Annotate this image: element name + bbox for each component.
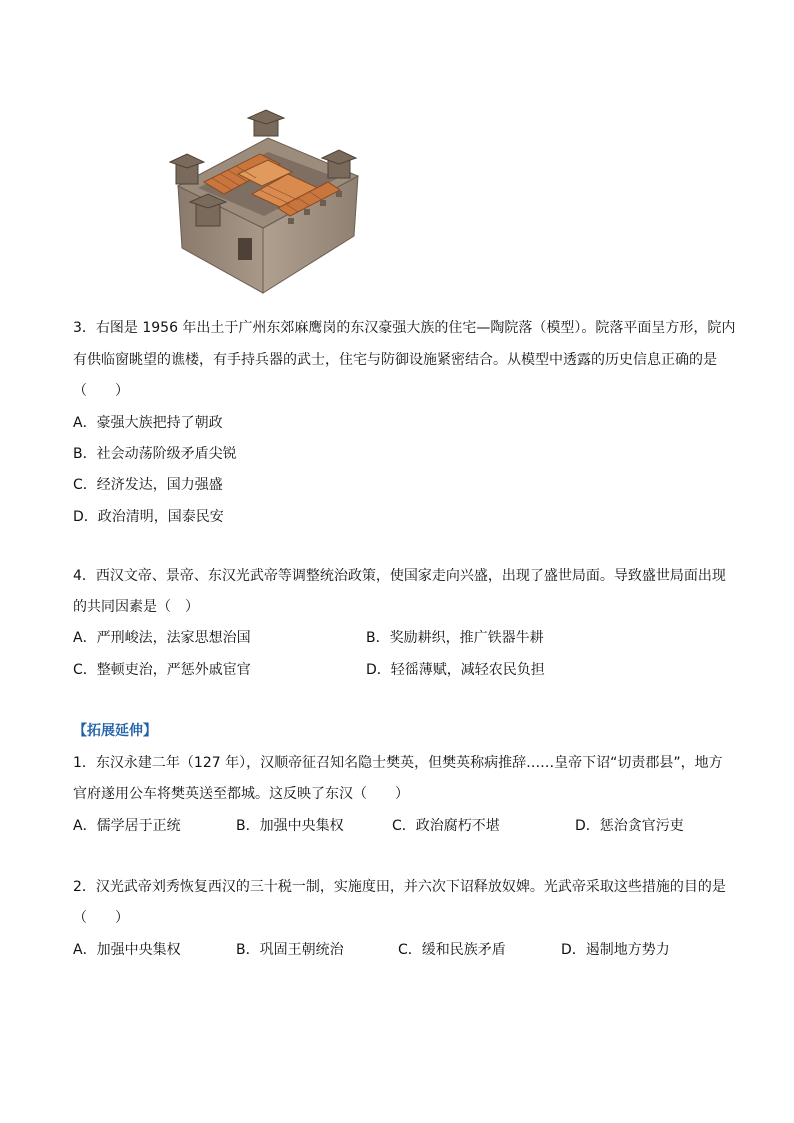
e2-option-c: C．缓和民族矛盾 <box>398 942 506 958</box>
q3-stem-line1: 3．右图是 1956 年出土于广州东郊麻鹰岗的东汉豪强大族的住宅—陶院落（模型）。院落平面呈方形，院内 <box>73 320 736 336</box>
q4-option-d: D．轻徭薄赋，减轻农民负担 <box>366 662 545 678</box>
e1-option-d: D．惩治贪官污吏 <box>575 818 684 834</box>
q3-option-d: D．政治清明，国泰民安 <box>73 509 224 525</box>
section-title: 【拓展延伸】 <box>73 723 157 739</box>
e1-option-c: C．政治腐朽不堪 <box>392 818 500 834</box>
q4-stem-line2: 的共同因素是（ ） <box>73 599 199 615</box>
q3-option-c: C．经济发达，国力强盛 <box>73 477 223 493</box>
q3-option-a: A．豪强大族把持了朝政 <box>73 415 223 431</box>
e1-stem-line2: 官府遂用公车将樊英送至都城。这反映了东汉（ ） <box>73 786 409 802</box>
q4-option-a: A．严刑峻法，法家思想治国 <box>73 630 251 646</box>
e2-answer-blank: （ ） <box>73 910 129 926</box>
pottery-courtyard-model-image <box>168 108 368 298</box>
e2-option-a: A．加强中央集权 <box>73 942 181 958</box>
q3-answer-blank: （ ） <box>73 383 129 399</box>
q3-option-b: B．社会动荡阶级矛盾尖锐 <box>73 446 237 462</box>
e1-option-b: B．加强中央集权 <box>236 818 344 834</box>
q4-option-b: B．奖励耕织，推广铁器牛耕 <box>366 630 544 646</box>
q4-stem-line1: 4．西汉文帝、景帝、东汉光武帝等调整统治政策，使国家走向兴盛，出现了盛世局面。导致盛世局面出现 <box>73 568 726 584</box>
e1-option-a: A．儒学居于正统 <box>73 818 181 834</box>
e2-stem-line1: 2．汉光武帝刘秀恢复西汉的三十税一制，实施度田，并六次下诏释放奴婢。光武帝采取这些措施的目的是 <box>73 879 726 895</box>
e2-option-d: D．遏制地方势力 <box>561 942 670 958</box>
e1-stem-line1: 1．东汉永建二年（127 年），汉顺帝征召知名隐士樊英，但樊英称病推辞……皇帝下诏“切责郡县”，地方 <box>73 755 723 771</box>
q3-stem-line2: 有供临窗眺望的谯楼，有手持兵器的武士，住宅与防御设施紧密结合。从模型中透露的历史信息正确的是 <box>73 352 717 368</box>
e2-option-b: B．巩固王朝统治 <box>236 942 344 958</box>
q4-option-c: C．整顿吏治，严惩外戚宦官 <box>73 662 251 678</box>
